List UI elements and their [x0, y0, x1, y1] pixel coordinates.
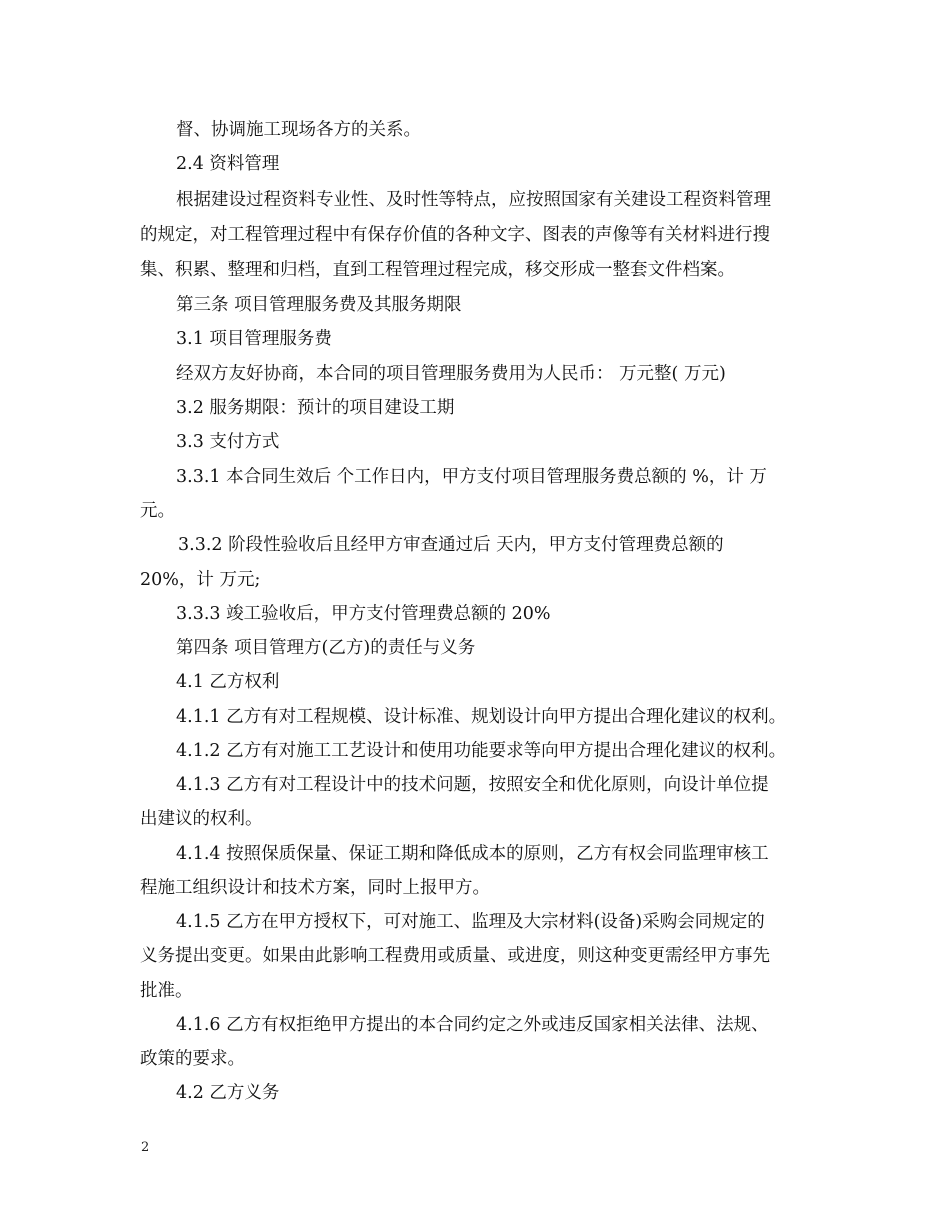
article-heading: 第四条 项目管理方(乙方)的责任与义务: [176, 638, 476, 658]
text-line: 3.3.2 阶段性验收后且经甲方审查通过后 天内，甲方支付管理费总额的: [178, 535, 724, 555]
text-line: 4.1.6 乙方有权拒绝甲方提出的本合同约定之外或违反国家相关法律、法规、: [176, 1015, 769, 1035]
text-line: 政策的要求。: [140, 1049, 245, 1069]
section-heading: 4.1 乙方权利: [176, 672, 280, 692]
article-heading: 第三条 项目管理服务费及其服务期限: [176, 295, 462, 315]
page-number: 2: [141, 1140, 150, 1155]
section-heading: 4.2 乙方义务: [176, 1083, 280, 1103]
text-line: 出建议的权利。: [140, 809, 263, 829]
section-heading: 2.4 资料管理: [176, 154, 280, 174]
text-line: 4.1.1 乙方有对工程规模、设计标准、规划设计向甲方提出合理化建议的权利。: [176, 707, 787, 727]
text-line: 3.3.1 本合同生效后 个工作日内，甲方支付项目管理服务费总额的 %，计 万: [176, 467, 767, 487]
section-heading: 3.3 支付方式: [176, 432, 280, 452]
text-line: 集、积累、整理和归档，直到工程管理过程完成，移交形成一整套文件档案。: [140, 260, 735, 280]
text-line: 3.2 服务期限：预计的项目建设工期: [176, 398, 455, 418]
text-line: 4.1.2 乙方有对施工工艺设计和使用功能要求等向甲方提出合理化建议的权利。: [176, 741, 787, 761]
text-line: 4.1.3 乙方有对工程设计中的技术问题，按照安全和优化原则，向设计单位提: [176, 775, 769, 795]
text-line: 20%，计 万元;: [140, 570, 261, 590]
text-line: 3.3.3 竣工验收后，甲方支付管理费总额的 20%: [176, 604, 551, 624]
text-line: 批准。: [140, 981, 193, 1001]
text-line: 的规定，对工程管理过程中有保存价值的各种文字、图表的声像等有关材料进行搜: [140, 225, 770, 245]
text-line: 督、协调施工现场各方的关系。: [176, 120, 421, 140]
text-line: 义务提出变更。如果由此影响工程费用或质量、或进度，则这种变更需经甲方事先: [140, 946, 770, 966]
text-line: 程施工组织设计和技术方案，同时上报甲方。: [140, 878, 490, 898]
text-line: 经双方友好协商，本合同的项目管理服务费用为人民币： 万元整( 万元): [176, 364, 726, 384]
text-line: 元。: [140, 501, 175, 521]
text-line: 4.1.4 按照保质保量、保证工期和降低成本的原则，乙方有权会同监理审核工: [176, 844, 769, 864]
text-line: 根据建设过程资料专业性、及时性等特点，应按照国家有关建设工程资料管理: [176, 190, 771, 210]
section-heading: 3.1 项目管理服务费: [176, 329, 332, 349]
text-line: 4.1.5 乙方在甲方授权下，可对施工、监理及大宗材料(设备)采购会同规定的: [176, 912, 765, 932]
